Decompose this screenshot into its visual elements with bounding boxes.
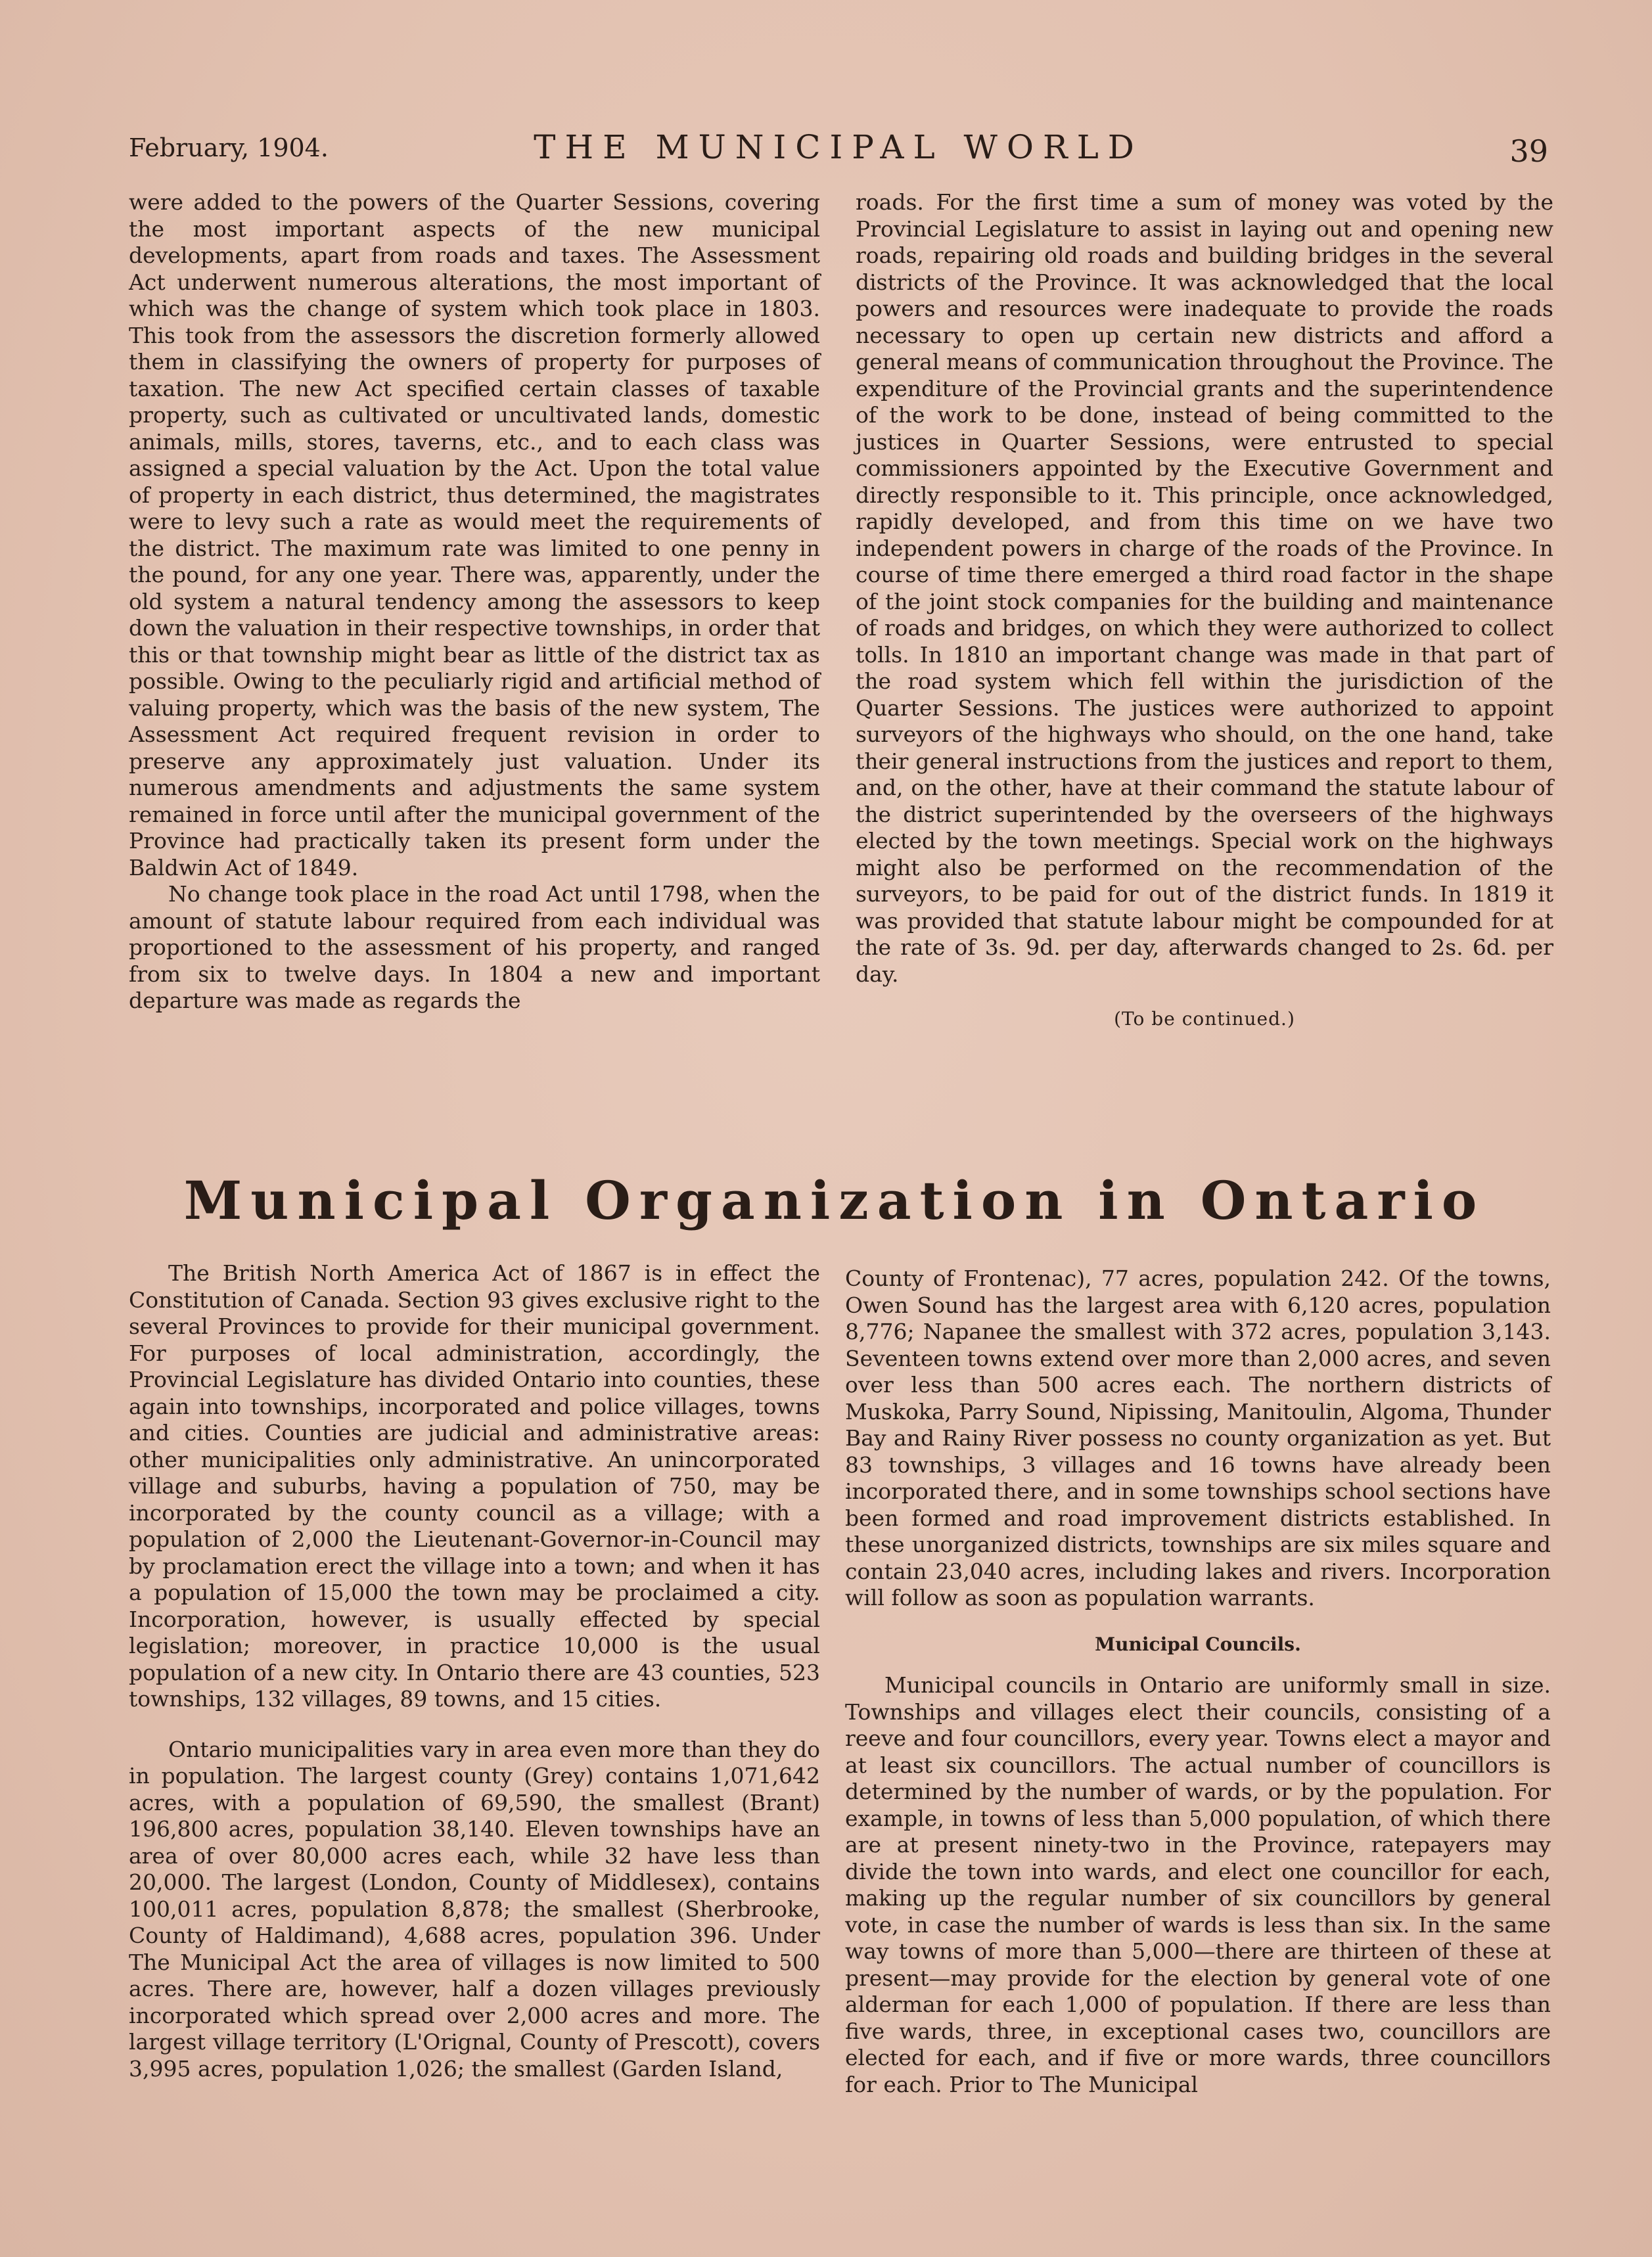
paragraph: The British North America Act of 1867 is in effect the Constitution of Canada. Section 93 gives exclusive right to the several Provinces to provide for their municipal government. For purposes of local administration, accordingly, the Provincial Legislature has divided Ontario into counties, these again into townships, incorporated and police villages, towns and cities. Counties are judicial and administrative areas: other municipalities only administrative. An unincorporated village and suburbs, having a population of 750, may be incorporated by the county council as a village; with a population of 2,000 the Lieutenant-Governor-in-Council may by proclamation erect the village into a town; and when it has a population of 15,000 the town may be proclaimed a city. Incorporation, however, is usually effected by special legislation; moreover, in practice 10,000 is the usual population of a new city. In Ontario there are 43 counties, 523 townships, 132 villages, 89 towns, and 15 cities.: [129, 1260, 820, 1712]
paragraph: roads. For the first time a sum of money was voted by the Provincial Legislature to assist in laying out and opening new roads, repairing old roads and building bridges in the several districts of the Province. It was acknowledged that the local powers and resources were inadequate to provide the roads necessary to open up certain new districts and afford a general means of communication throughout the Province. The expenditure of the Provincial grants and the superintendence of the work to be done, instead of being committed to the justices in Quarter Sessions, were entrusted to special commissioners appointed by the Executive Government and directly responsible to it. This principle, once acknowledged, rapidly developed, and from this time on we have two independent powers in charge of the roads of the Province. In course of time there emerged a third road factor in the shape of the joint stock companies for the building and maintenance of roads and bridges, on which they were authorized to collect tolls. In 1810 an important change was made in that part of the road system which fell within the jurisdiction of the Quarter Sessions. The justices were authorized to appoint surveyors of the highways who should, on the one hand, take their general instructions from the justices and report to them, and, on the other, have at their command the statute labour of the district superintended by the overseers of the highways elected by the town meetings. Special work on the highways might also be performed on the recommendation of the surveyors, to be paid for out of the district funds. In 1819 it was provided that statute labour might be compounded for at the rate of 3s. 9d. per day, afterwards changed to 2s. 6d. per day.: [856, 189, 1553, 987]
paragraph: Ontario municipalities vary in area even more than they do in population. The largest county (Grey) contains 1,071,642 acres, with a population of 69,590, the smallest (Brant) 196,800 acres, population 38,140. Eleven townships have an area of over 80,000 acres each, while 32 have less than 20,000. The largest (London, County of Middlesex), contains 100,011 acres, population 8,878; the smallest (Sherbrooke, County of Haldimand), 4,688 acres, population 396. Under The Municipal Act the area of villages is now limited to 500 acres. There are, however, half a dozen villages previously incorporated which spread over 2,000 acres and more. The largest village territory (L'Orignal, County of Prescott), covers 3,995 acres, population 1,026; the smallest (Garden Island,: [129, 1736, 820, 2082]
article2-column-right: [845, 1265, 1551, 2098]
article1-column-right: [856, 189, 1553, 1033]
publication-title: THE MUNICIPAL WORLD: [534, 128, 1143, 166]
paragraph: County of Frontenac), 77 acres, population 242. Of the towns, Owen Sound has the largest area with 6,120 acres, population 8,776; Napanee the smallest with 372 acres, population 3,143. Seventeen towns extend over more than 2,000 acres, and seven over less than 500 acres each. The northern districts of Muskoka, Parry Sound, Nipissing, Manitoulin, Algoma, Thunder Bay and Rainy River possess no county organization as yet. But 83 townships, 3 villages and 16 towns have already been incorporated there, and in some townships school sections have been formed and road improvement districts established. In these unorganized districts, townships are six miles square and contain 23,040 acres, including lakes and rivers. Incorporation will follow as soon as population warrants.: [845, 1265, 1551, 1610]
section-subheading: Municipal Councils.: [1095, 1633, 1301, 1655]
paragraph: were added to the powers of the Quarter Sessions, covering the most important aspects of the new municipal developments, apart from roads and taxes. The Assessment Act underwent numerous alterations, the most important of which was the change of system which took place in 1803. This took from the assessors the discretion formerly allowed them in classifying the owners of property for purposes of taxation. The new Act specified certain classes of taxable property, such as cultivated or uncultivated lands, domestic animals, mills, stores, taverns, etc., and to each class was assigned a special valuation by the Act. Upon the total value of property in each district, thus determined, the magistrates were to levy such a rate as would meet the requirements of the district. The maximum rate was limited to one penny in the pound, for any one year. There was, apparently, under the old system a natural tendency among the assessors to keep down the valuation in their respective townships, in order that this or that township might bear as little of the district tax as possible. Owing to the peculiarly rigid and artificial method of valuing property, which was the basis of the new system, The Assessment Act required frequent revision in order to preserve any approximately just valuation. Under its numerous amendments and adjustments the same system remained in force until after the municipal government of the Province had practically taken its present form under the Baldwin Act of 1849.: [129, 189, 820, 880]
article2-column-left: [129, 1260, 820, 2082]
article1-column-left: [129, 189, 820, 1015]
issue-date: February, 1904.: [129, 133, 329, 162]
continued-note: (To be continued.): [1114, 1008, 1295, 1030]
page-header: [129, 128, 1548, 174]
paragraph: Municipal councils in Ontario are uniformly small in size. Townships and villages elect their councils, consisting of a reeve and four councillors, every year. Towns elect a mayor and at least six councillors. The actual number of councillors is determined by the number of wards, or by the population. For example, in towns of less than 5,000 population, of which there are at present ninety-two in the Province, ratepayers may divide the town into wards, and elect one councillor for each, making up the regular number of six councillors by general vote, in case the number of wards is less than six. In the same way towns of more than 5,000—there are thirteen of these at present—may provide for the election by general vote of one alderman for each 1,000 of population. If there are less than five wards, three, in exceptional cases two, councillors are elected for each, and if five or more wards, three councillors for each. Prior to The Municipal: [845, 1672, 1551, 2097]
article-headline: Municipal Organization in Ontario: [183, 1170, 1486, 1231]
page-number: 39: [1509, 133, 1548, 169]
paragraph: No change took place in the road Act until 1798, when the amount of statute labour required from each individual was proportioned to the assessment of his property, and ranged from six to twelve days. In 1804 a new and important departure was made as regards the: [129, 881, 820, 1013]
